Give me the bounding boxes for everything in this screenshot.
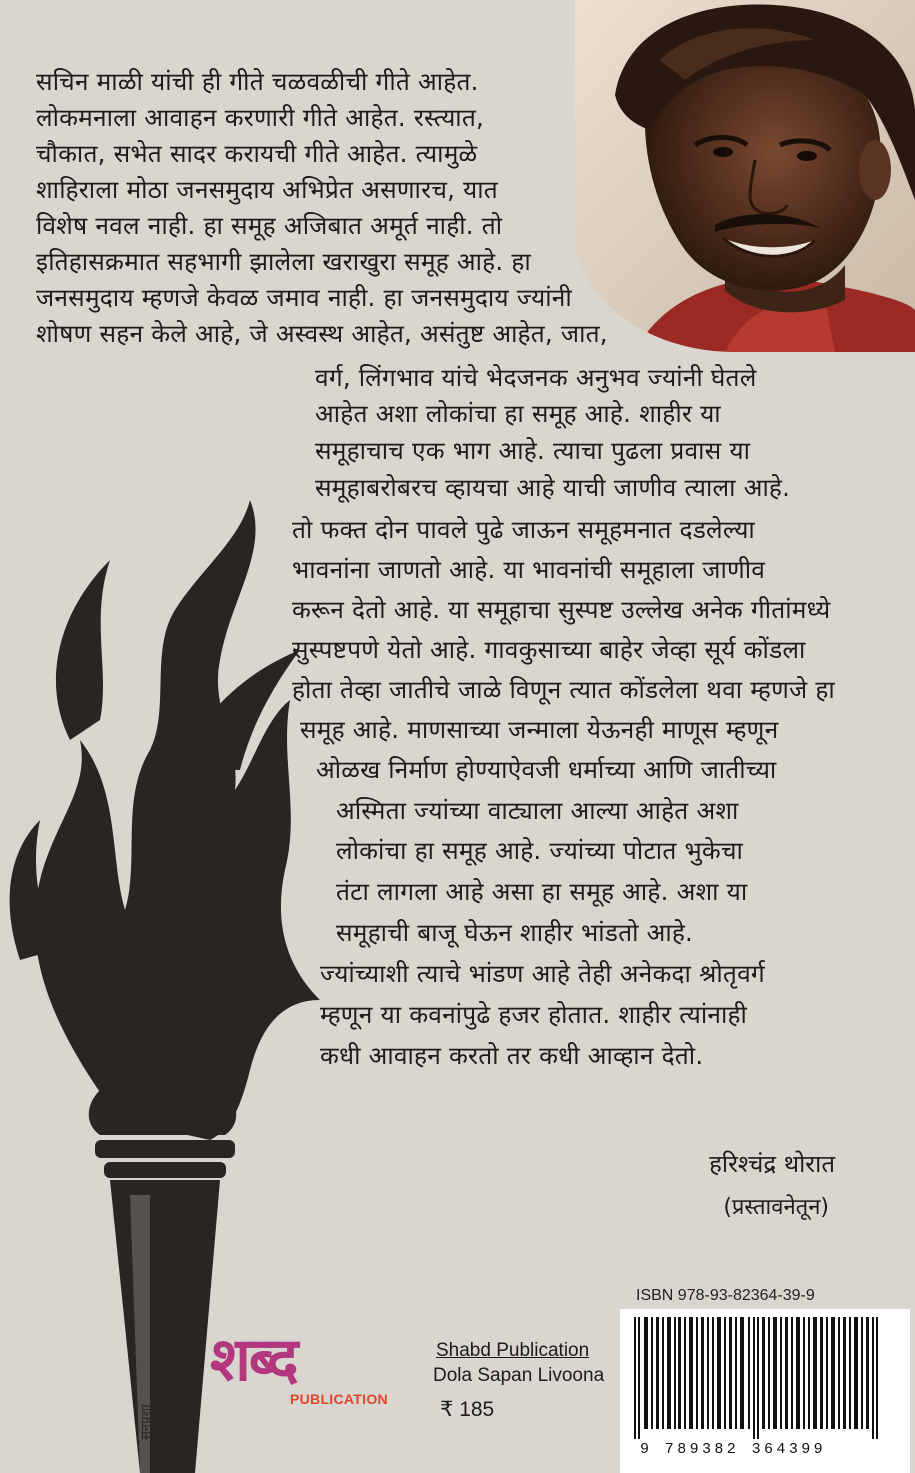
author-portrait-image [575,0,915,352]
blurb-line: जनसमुदाय म्हणजे केवळ जमाव नाही. हा जनसमुदाय ज्यांनी [36,283,572,312]
blurb-line: करून देतो आहे. या समूहाचा सुस्पष्ट उल्लेख अनेक गीतांमध्ये [292,595,831,624]
isbn-label: ISBN 978-93-82364-39-9 [636,1287,815,1304]
barcode-bars [620,1309,910,1439]
blurb-line: सुस्पष्टपणे येतो आहे. गावकुसाच्या बाहेर जेव्हा सूर्य कोंडला [292,635,806,664]
blurb-line: भावनांना जाणतो आहे. या भावनांची समूहाला जाणीव [292,555,766,584]
blurb-line: ओळख निर्माण होण्याऐवजी धर्माच्या आणि जातीच्या [316,755,777,784]
blurb-line: समूहाबरोबरच व्हायचा आहे याची जाणीव त्याला आहे. [315,473,791,502]
signature-source: (प्रस्तावनेतून) [723,1195,829,1220]
barcode-digits: 9 789382 364399 [640,1441,827,1458]
blurb-line: ज्यांच्याशी त्याचे भांडण आहे तेही अनेकदा श्रोतृवर्ग [320,959,765,988]
svg-text:सनप्रशा: सनप्रशा [139,1404,154,1440]
price: ₹ 185 [440,1398,495,1421]
blurb-line: लोकांचा हा समूह आहे. ज्यांच्या पोटात भुकेचा [336,836,744,865]
author-portrait [575,0,915,352]
blurb-line: समूहाची बाजू घेऊन शाहीर भांडतो आहे. [336,918,694,947]
blurb-line: आहेत अशा लोकांचा हा समूह आहे. शाहीर या [315,399,721,428]
author-signature: हरिश्चंद्र थोरात [709,1150,835,1178]
blurb-line: म्हणून या कवनांपुढे हजर होतात. शाहीर त्यांनाही [320,1000,748,1029]
publisher-name: Shabd Publication [436,1340,590,1361]
blurb-line: अस्मिता ज्यांच्या वाट्याला आल्या आहेत अशा [336,796,739,825]
blurb-line: शोषण सहन केले आहे, जे अस्वस्थ आहेत, असंतुष्ट आहेत, जात, [36,319,608,348]
blurb-line: होता तेव्हा जातीचे जाळे विणून त्यात कोंडलेला थवा म्हणजे हा [292,675,835,704]
blurb-line: समूह आहे. माणसाच्या जन्माला येऊनही माणूस म्हणून [300,715,779,744]
publisher-logo: शब्द [210,1325,297,1395]
blurb-line: चौकात, सभेत सादर करायची गीते आहेत. त्यामुळे [36,139,478,168]
blurb-line: वर्ग, लिंगभाव यांचे भेदजनक अनुभव ज्यांनी घेतले [315,363,757,392]
blurb-line: इतिहासक्रमात सहभागी झालेला खराखुरा समूह आहे. हा [36,247,531,276]
blurb-line: सचिन माळी यांची ही गीते चळवळीची गीते आहेत. [36,67,479,96]
book-title: Dola Sapan Livoona [433,1365,605,1386]
blurb-line: कधी आवाहन करतो तर कधी आव्हान देतो. [320,1041,704,1070]
publisher-logo-subtitle: PUBLICATION [290,1391,388,1407]
blurb-line: तो फक्त दोन पावले पुढे जाऊन समूहमनात दडलेल्या [292,515,755,544]
blurb-line: शाहिराला मोठा जनसमुदाय अभिप्रेत असणारच, यात [36,175,498,204]
blurb-line: लोकमनाला आवाहन करणारी गीते आहेत. रस्त्यात, [36,103,485,132]
blurb-line: विशेष नवल नाही. हा समूह अजिबात अमूर्त नाही. तो [36,211,503,240]
blurb-line: तंटा लागला आहे असा हा समूह आहे. अशा या [336,877,748,906]
blurb-line: समूहाचाच एक भाग आहे. त्याचा पुढला प्रवास या [315,436,751,465]
